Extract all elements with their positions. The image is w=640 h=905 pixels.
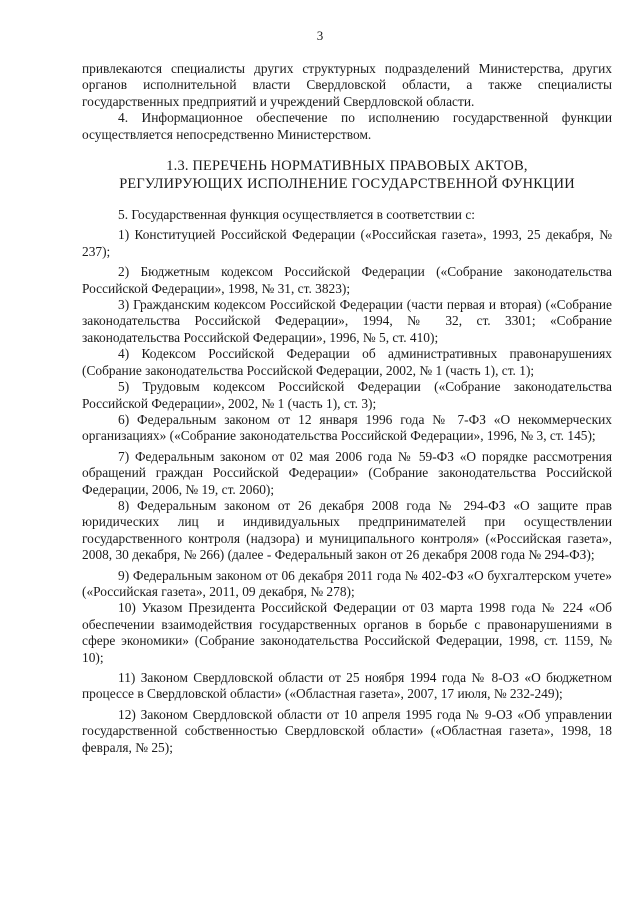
list-item-11: 11) Законом Свердловской области от 25 ноября 1994 года № 8-ОЗ «О бюджетном процессе в Свердловской области» («Областная газета», 2007, 17 июля, № 232-249);	[82, 670, 612, 702]
list-item-6: 6) Федеральным законом от 12 января 1996 года № 7-ФЗ «О некоммерческих организациях» («Собрание законодательства Российской Федерации», 1996, № 3, ст. 145);	[82, 411, 612, 444]
paragraph-item-4: 4. Информационное обеспечение по исполнению государственной функции осуществляется непосредственно Министерством.	[82, 110, 612, 142]
list-item-3: 3) Гражданским кодексом Российской Федерации (части первая и вторая) («Собрание законодательства Российской Федерации», 1994, № 32, ст. 3301; «Собрание законодательства Российской Федерации», 1996, № 5, ст. 410);	[82, 297, 612, 345]
document-body	[82, 61, 612, 756]
section-heading	[82, 157, 612, 193]
list-item-5: 5) Трудовым кодексом Российской Федерации («Собрание законодательства Российской Федерации», 2002, № 1 (часть 1), ст. 3);	[82, 379, 612, 411]
list-item-4: 4) Кодексом Российской Федерации об административных правонарушениях (Собрание законодательства Российской Федерации, 2002, № 1 (часть 1), ст. 1);	[82, 346, 612, 378]
section-heading-line-1: 1.3. ПЕРЕЧЕНЬ НОРМАТИВНЫХ ПРАВОВЫХ АКТОВ,	[166, 158, 528, 175]
list-item-12: 12) Законом Свердловской области от 10 апреля 1995 года № 9-ОЗ «Об управлении государственной собственностью Свердловской области» («Областная газета», 1998, 18 февраля, № 25);	[82, 706, 612, 755]
section-heading-line-2: РЕГУЛИРУЮЩИХ ИСПОЛНЕНИЕ ГОСУДАРСТВЕННОЙ ФУНКЦИИ	[119, 176, 575, 193]
list-item-7: 7) Федеральным законом от 02 мая 2006 года № 59-ФЗ «О порядке рассмотрения обращений граждан Российской Федерации» (Собрание законодательства Российской Федерации, 2006, № 19, ст. 2060);	[82, 448, 612, 497]
list-item-1: 1) Конституцией Российской Федерации («Российская газета», 1993, 25 декабря, № 237);	[82, 227, 612, 259]
paragraph-item-5: 5. Государственная функция осуществляется в соответствии с:	[118, 207, 475, 223]
paragraph-continuation: привлекаются специалисты других структурных подразделений Министерства, других органов исполнительной власти Свердловской области, а также специалисты государственных предприятий и учреждений Свердловской области.	[82, 61, 612, 109]
list-item-10: 10) Указом Президента Российской Федерации от 03 марта 1998 года № 224 «Об обеспечении взаимодействия государственных органов в борьбе с правонарушениями в сфере экономики» (Собрание законодательства Российской Федерации, 1998, ст. 1159, № 10);	[82, 600, 612, 665]
page-number: 3	[316, 28, 324, 43]
list-item-9: 9) Федеральным законом от 06 декабря 2011 года № 402-ФЗ «О бухгалтерском учете» («Российская газета», 2011, 09 декабря, № 278);	[82, 567, 612, 599]
list-item-2: 2) Бюджетным кодексом Российской Федерации («Собрание законодательства Российской Федерации», 1998, № 31, ст. 3823);	[82, 264, 612, 296]
list-item-8: 8) Федеральным законом от 26 декабря 2008 года № 294-ФЗ «О защите прав юридических лиц и индивидуальных предпринимателей при осуществлении государственного контроля (надзора) и муниципального контроля» («Российская газета», 2008, 30 декабря, № 266) (далее - Федеральный закон от 26 декабря 2008 года № 294-ФЗ);	[82, 497, 612, 563]
